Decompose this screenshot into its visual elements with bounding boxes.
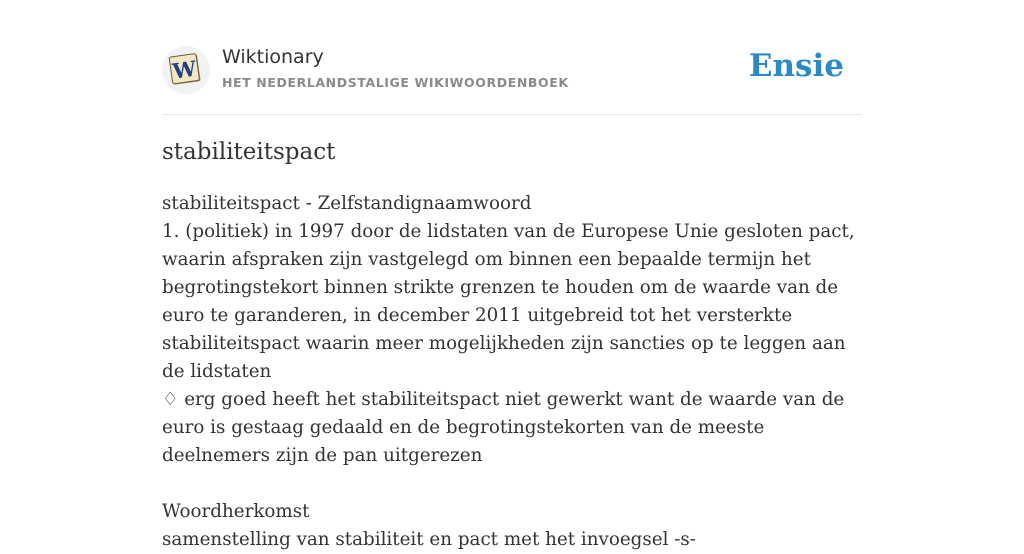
ensie-brand-logo[interactable]: Ensie [748,48,844,84]
word-type-line: stabiliteitspact - Zelfstandignaamwoord [162,193,532,214]
definition-text: 1. (politiek) in 1997 door de lidstaten van de Europese Unie gesloten pact, waarin afspraken zijn vastgelegd om binnen een bepaalde termijn het begrotingstekort binnen strikte grenzen te houden om de waarde van de euro te garanderen, in december 2011 uitgebreid tot het versterkte stabiliteitspact waarin meer mogelijkheden zijn sancties op te leggen aan de lidstaten [162,221,855,382]
etymology-heading: Woordherkomst [162,501,310,522]
etymology-text: samenstelling van stabiliteit en pact met het invoegsel -s- [162,529,696,550]
entry-body [162,190,867,554]
site-header [162,44,862,115]
entry-content [162,136,867,554]
logo-letter: W [171,55,198,84]
example-sentence: ♢ erg goed heeft het stabiliteitspact niet gewerkt want de waarde van de euro is gestaag gedaald en de begrotingstekorten van de meeste deelnemers zijn de pan uitgerezen [162,389,845,466]
entry-title: stabiliteitspact [162,139,336,165]
site-tagline: HET NEDERLANDSTALIGE WIKIWOORDENBOEK [222,75,569,90]
site-name[interactable]: Wiktionary [222,46,324,68]
wiktionary-logo-icon[interactable] [162,46,210,94]
spacer [162,470,867,498]
